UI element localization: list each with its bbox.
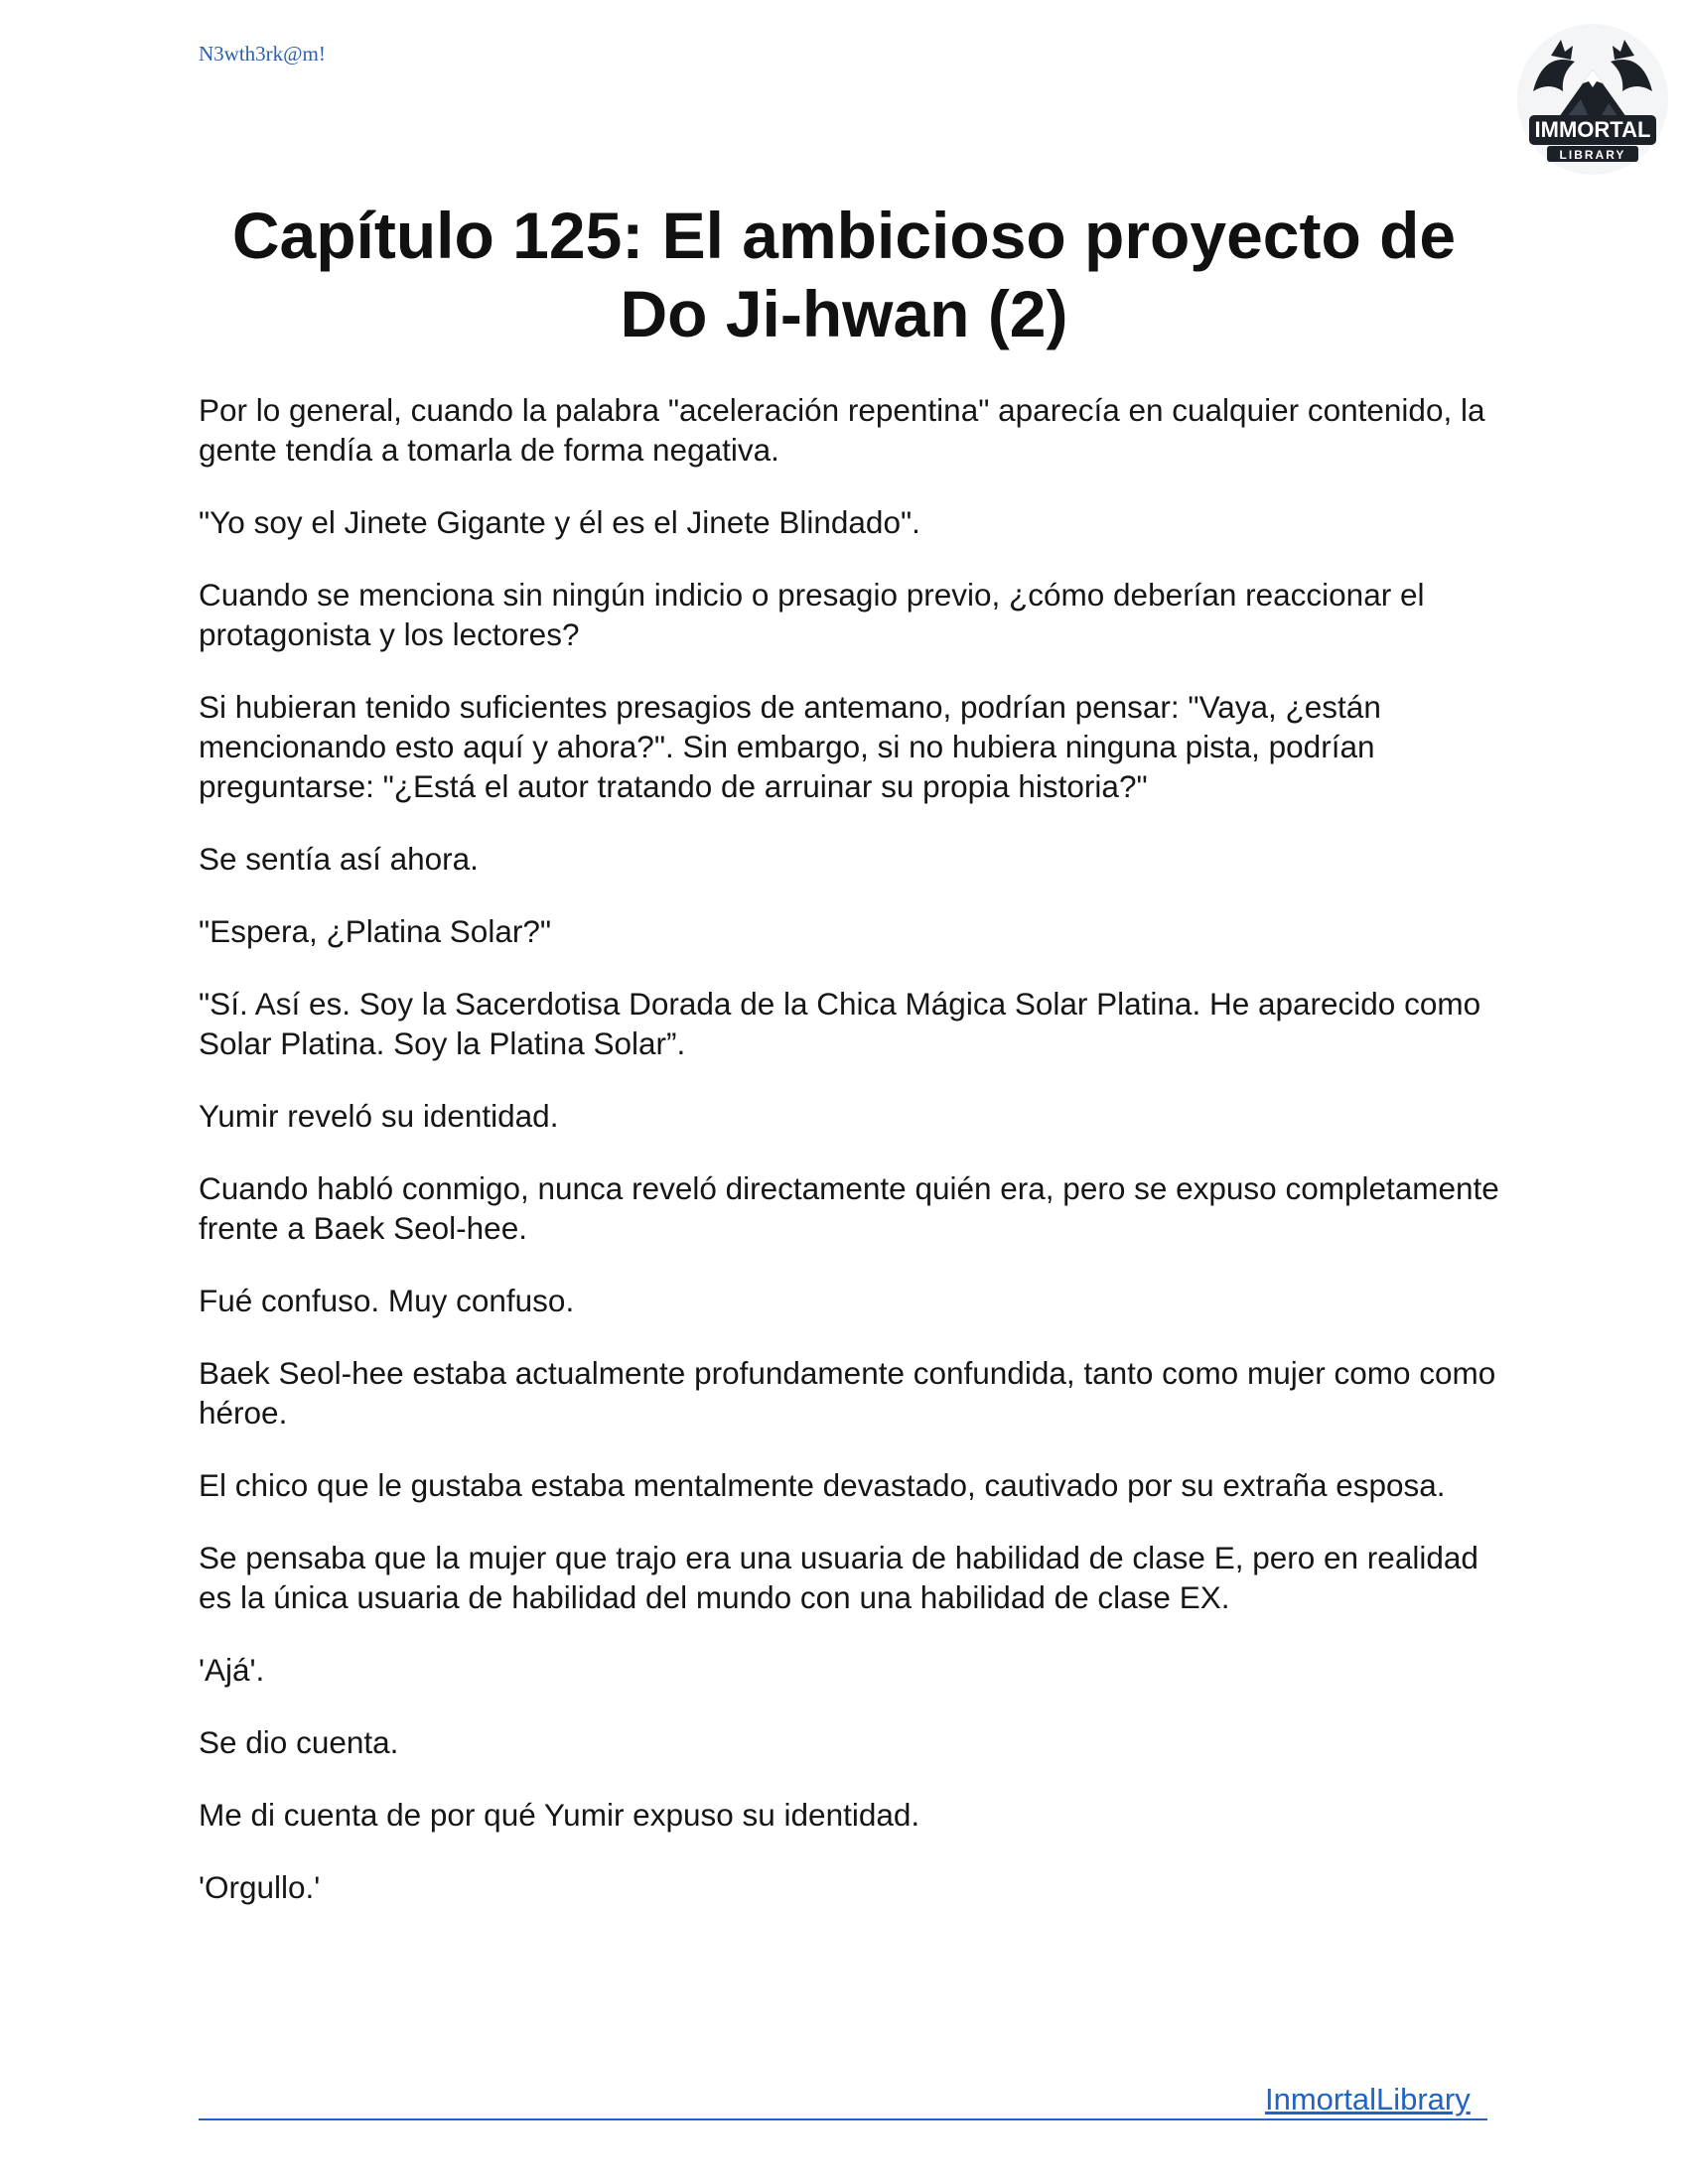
paragraph: Yumir reveló su identidad. bbox=[199, 1098, 559, 1134]
paragraph: Se sentía así ahora. bbox=[199, 841, 479, 877]
paragraph: El chico que le gustaba estaba mentalmente devastado, cautivado por su extraña esposa. bbox=[199, 1467, 1446, 1503]
footer-divider bbox=[199, 2118, 1487, 2120]
chapter-title bbox=[199, 197, 1489, 353]
paragraph: Si hubieran tenido suficientes presagios de antemano, podrían pensar: "Vaya, ¿están mencionando esto aquí y ahora?". Sin embargo, si no hubiera ninguna pista, podrían preguntarse: "¿Está el autor tratando de arruinar su propia historia?" bbox=[199, 689, 1381, 804]
paragraph: Cuando habló conmigo, nunca reveló directamente quién era, pero se expuso completamente frente a Baek Seol-hee. bbox=[199, 1170, 1499, 1246]
logo-text-library: LIBRARY bbox=[1559, 148, 1626, 162]
paragraph: Por lo general, cuando la palabra "aceleración repentina" aparecía en cualquier contenido, la gente tendía a tomarla de forma negativa. bbox=[199, 392, 1485, 468]
paragraph: "Yo soy el Jinete Gigante y él es el Jinete Blindado". bbox=[199, 504, 920, 540]
paragraph: Fué confuso. Muy confuso. bbox=[199, 1283, 575, 1318]
paragraph: Cuando se menciona sin ningún indicio o presagio previo, ¿cómo deberían reaccionar el protagonista y los lectores? bbox=[199, 577, 1425, 652]
paragraph: Se dio cuenta. bbox=[199, 1724, 399, 1760]
immortal-library-logo bbox=[1513, 22, 1672, 181]
paragraph: Baek Seol-hee estaba actualmente profundamente confundida, tanto como mujer como como héroe. bbox=[199, 1355, 1496, 1431]
chapter-title-line-2: Do Ji-hwan (2) bbox=[620, 277, 1068, 350]
paragraph: Me di cuenta de por qué Yumir expuso su identidad. bbox=[199, 1797, 920, 1833]
logo-text-immortal: IMMORTAL bbox=[1534, 117, 1651, 142]
paragraph: "Sí. Así es. Soy la Sacerdotisa Dorada de la Chica Mágica Solar Platina. He aparecido como Solar Platina. Soy la Platina Solar”. bbox=[199, 986, 1481, 1061]
paragraph: 'Orgullo.' bbox=[199, 1869, 321, 1905]
paragraph: "Espera, ¿Platina Solar?" bbox=[199, 913, 552, 949]
footer-inmortal-library-link[interactable]: InmortalLibrary bbox=[1265, 2082, 1471, 2116]
chapter-title-line-1: Capítulo 125: El ambicioso proyecto de bbox=[231, 199, 1457, 272]
paragraph: 'Ajá'. bbox=[199, 1652, 265, 1688]
chapter-body bbox=[199, 390, 1509, 1940]
paragraph: Se pensaba que la mujer que trajo era una usuaria de habilidad de clase E, pero en realidad es la única usuaria de habilidad del mundo con una habilidad de clase EX. bbox=[199, 1540, 1478, 1615]
header-watermark-text: N3wth3rk@m! bbox=[199, 42, 326, 66]
